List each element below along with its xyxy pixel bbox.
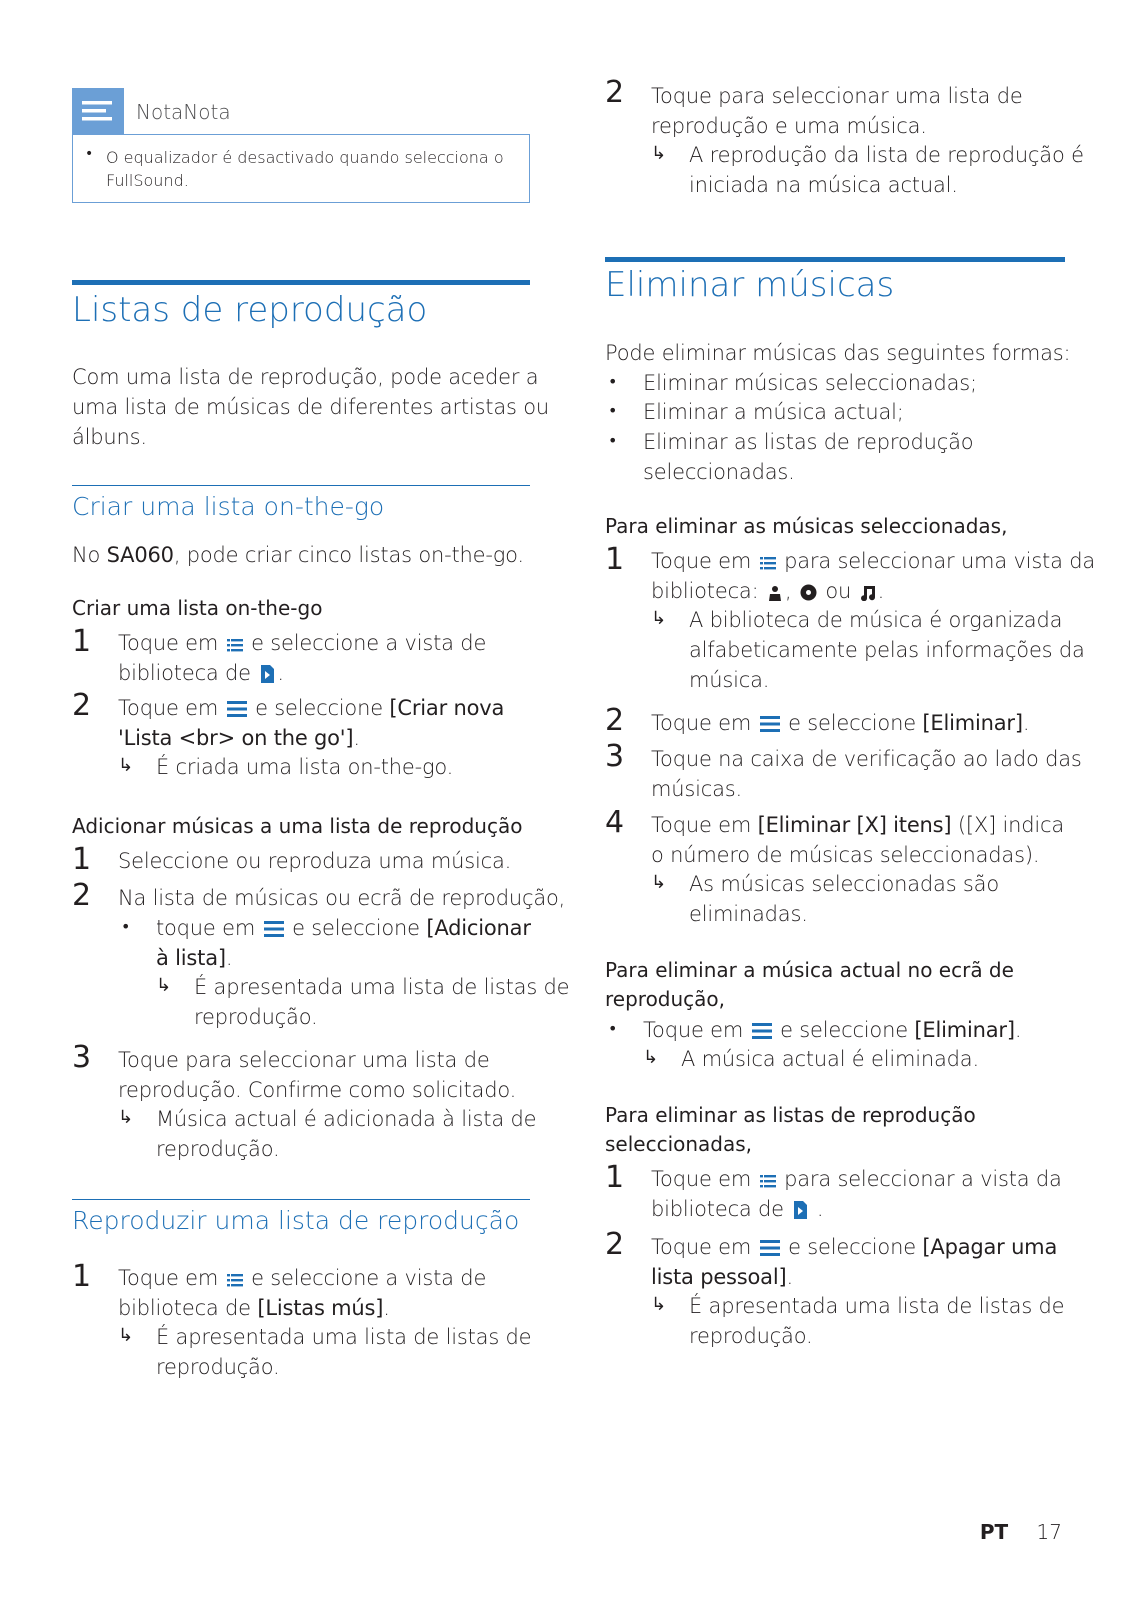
step1-line2: biblioteca de .: [118, 661, 284, 685]
menu-icon: [760, 715, 780, 733]
step2-result: É criada uma lista on-the-go.: [156, 755, 454, 779]
step-number: 1: [605, 1160, 625, 1195]
a-step1-line1: Toque em para seleccionar uma vista da: [651, 549, 1096, 573]
r-step2-line1: Toque para seleccionar uma lista de: [651, 84, 1023, 108]
step-number: 2: [605, 703, 625, 738]
a-step1-line2: biblioteca: , ou .: [651, 579, 885, 603]
result-arrow: ↳: [118, 1325, 134, 1346]
artist-icon: [767, 585, 783, 601]
delete-option3-line1: Eliminar as listas de reprodução: [643, 430, 974, 454]
b-result: A música actual é eliminada.: [681, 1047, 979, 1071]
note-icon: [72, 88, 124, 134]
play-step1-result1: É apresentada uma lista de listas de: [156, 1325, 532, 1349]
a-step4-line2: o número de músicas seleccionadas).: [651, 843, 1040, 867]
c-step1-line2: biblioteca de .: [651, 1197, 824, 1221]
a-step1-result2: alfabeticamente pelas informações da: [689, 638, 1085, 662]
add-step3-line2: reprodução. Confirme como solicitado.: [118, 1078, 517, 1102]
result-arrow: ↳: [118, 755, 134, 776]
menu-icon: [264, 920, 284, 938]
step1-line1: Toque em e seleccione a vista de: [118, 631, 487, 655]
step2-line2: 'Lista <br> on the go'].: [118, 726, 360, 750]
delete-option1: Eliminar músicas seleccionadas;: [643, 371, 977, 395]
add-step2-result2: reprodução.: [194, 1005, 318, 1029]
a-step4-line1: Toque em [Eliminar [X] itens] ([X] indica: [651, 813, 1065, 837]
play-step1-line2: biblioteca de [Listas mús].: [118, 1296, 390, 1320]
result-arrow: ↳: [651, 608, 667, 629]
note-text-line2: FullSound.: [106, 171, 189, 190]
play-step1-line1: Toque em e seleccione a vista de: [118, 1266, 487, 1290]
step-number: 2: [72, 878, 92, 913]
add-subheading: Adicionar músicas a uma lista de reprodução: [72, 814, 523, 838]
page-title-playlists: Listas de reprodução: [72, 290, 428, 330]
step-number: 3: [72, 1040, 92, 1075]
r-step2-result1: A reprodução da lista de reprodução é: [689, 143, 1084, 167]
delete-option3-line2: seleccionadas.: [643, 460, 795, 484]
create-paragraph: No SA060, pode criar cinco listas on-the-go.: [72, 543, 524, 567]
result-arrow: ↳: [651, 143, 667, 164]
subheading-current-line2: reprodução,: [605, 987, 726, 1011]
page-number: 17: [1036, 1520, 1062, 1544]
c-step2-result2: reprodução.: [689, 1324, 813, 1348]
bullet: •: [608, 401, 618, 420]
section-title-create: Criar uma lista on-the-go: [72, 492, 385, 521]
menu-icon: [760, 1239, 780, 1257]
intro-line3: álbuns.: [72, 425, 147, 449]
a-step1-result3: música.: [689, 668, 770, 692]
grid-list-icon: [227, 1273, 243, 1288]
page-title-delete: Eliminar músicas: [605, 265, 895, 305]
add-step3-line1: Toque para seleccionar uma lista de: [118, 1048, 490, 1072]
playlist-icon: [259, 665, 275, 683]
result-arrow: ↳: [156, 975, 172, 996]
result-arrow: ↳: [651, 872, 667, 893]
add-step3-result1: Música actual é adicionada à lista de: [156, 1107, 537, 1131]
title-rule: [72, 280, 530, 285]
intro-line2: uma lista de músicas de diferentes artistas ou: [72, 395, 549, 419]
a-step1-result1: A biblioteca de música é organizada: [689, 608, 1063, 632]
playlist-icon: [792, 1201, 808, 1219]
grid-list-icon: [760, 1174, 776, 1189]
add-step2-bullet-line2: à lista].: [156, 946, 233, 970]
c-step2-result1: É apresentada uma lista de listas de: [689, 1294, 1065, 1318]
note-bullet: •: [85, 146, 94, 162]
result-arrow: ↳: [643, 1047, 659, 1068]
delete-intro: Pode eliminar músicas das seguintes formas:: [605, 341, 1071, 365]
bullet: •: [608, 431, 618, 450]
r-step2-result2: iniciada na música actual.: [689, 173, 958, 197]
c-step2-line1: Toque em e seleccione [Apagar uma: [651, 1235, 1058, 1259]
a-step3-line1: Toque na caixa de verificação ao lado das: [651, 747, 1082, 771]
play-step1-result2: reprodução.: [156, 1355, 280, 1379]
a-step4-result2: eliminadas.: [689, 902, 808, 926]
note-box: [72, 88, 530, 203]
subheading-current-line1: Para eliminar a música actual no ecrã de: [605, 958, 1014, 982]
note-label: NotaNota: [136, 100, 231, 124]
subheading-selected: Para eliminar as músicas seleccionadas,: [605, 514, 1008, 538]
subheading-playlists-line2: seleccionadas,: [605, 1132, 753, 1156]
title-rule: [605, 257, 1065, 262]
bullet: •: [608, 1019, 618, 1038]
language-code: PT: [979, 1520, 1009, 1544]
b-bullet-line: Toque em e seleccione [Eliminar].: [643, 1018, 1022, 1042]
grid-list-icon: [760, 556, 776, 571]
r-step2-line2: reprodução e uma música.: [651, 114, 927, 138]
a-step2: Toque em e seleccione [Eliminar].: [651, 711, 1030, 735]
result-arrow: ↳: [651, 1294, 667, 1315]
step-number: 1: [72, 1259, 92, 1294]
a-step4-result1: As músicas seleccionadas são: [689, 872, 999, 896]
step-number: 2: [72, 688, 92, 723]
step-number: 1: [72, 624, 92, 659]
add-step2-result1: É apresentada uma lista de listas de: [194, 975, 570, 999]
menu-icon: [227, 700, 247, 718]
add-step2-bullet-line1: toque em e seleccione [Adicionar: [156, 916, 531, 940]
bullet: •: [608, 372, 618, 391]
step-number: 4: [605, 805, 625, 840]
section-title-play: Reproduzir uma lista de reprodução: [72, 1206, 520, 1235]
add-step2: Na lista de músicas ou ecrã de reprodução,: [118, 886, 566, 910]
model-name: SA060: [106, 543, 174, 567]
delete-option2: Eliminar a música actual;: [643, 400, 904, 424]
bullet: •: [121, 917, 131, 936]
a-step3-line2: músicas.: [651, 777, 742, 801]
add-step3-result2: reprodução.: [156, 1137, 280, 1161]
menu-icon: [752, 1022, 772, 1040]
note-text-line1: O equalizador é desactivado quando selecciona o: [106, 148, 504, 167]
create-subheading: Criar uma lista on-the-go: [72, 596, 323, 620]
page-footer: [980, 1520, 1062, 1544]
subheading-playlists-line1: Para eliminar as listas de reprodução: [605, 1103, 976, 1127]
music-note-icon: [860, 584, 876, 601]
intro-line1: Com uma lista de reprodução, pode aceder a: [72, 365, 539, 389]
add-step1: Seleccione ou reproduza uma música.: [118, 849, 512, 873]
step2-line1: Toque em e seleccione [Criar nova: [118, 696, 505, 720]
step-number: 2: [605, 1227, 625, 1262]
c-step1-line1: Toque em para seleccionar a vista da: [651, 1167, 1062, 1191]
step-number: 1: [605, 542, 625, 577]
step-number: 3: [605, 739, 625, 774]
step-number: 2: [605, 75, 625, 110]
step-number: 1: [72, 842, 92, 877]
result-arrow: ↳: [118, 1107, 134, 1128]
album-icon: [800, 584, 817, 601]
c-step2-line2: lista pessoal].: [651, 1265, 793, 1289]
grid-list-icon: [227, 638, 243, 653]
